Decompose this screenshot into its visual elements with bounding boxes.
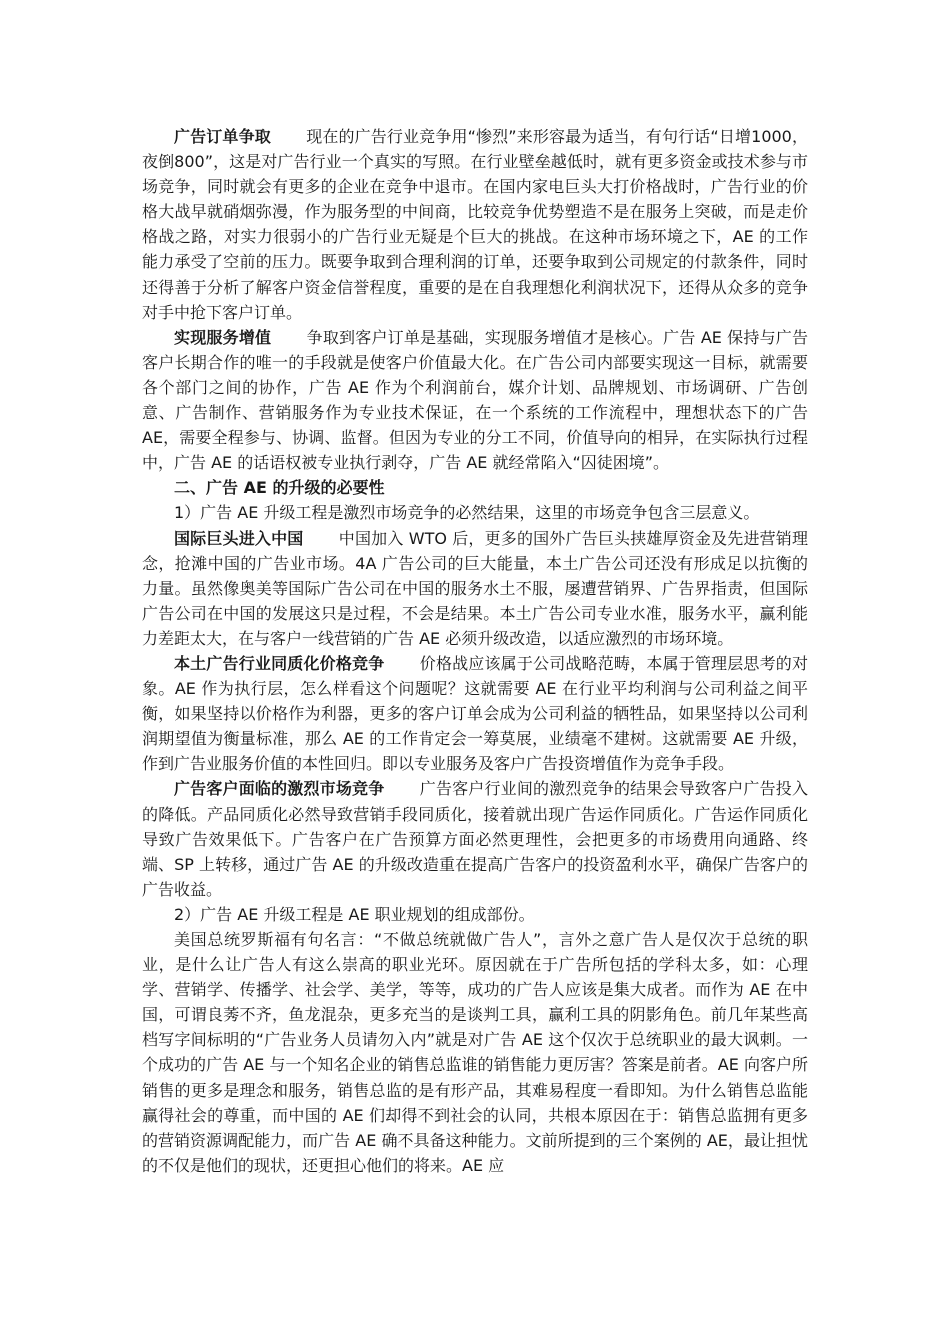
paragraph-lead: 广告订单争取: [174, 127, 271, 146]
paragraph-international-giants: [142, 526, 808, 651]
paragraph-lead: 广告客户面临的激烈市场竞争: [174, 779, 385, 799]
paragraph-lead: 实现服务增值: [174, 327, 272, 347]
paragraph-lead: 国际巨头进入中国: [174, 528, 304, 548]
paragraph-service-value: [142, 325, 808, 476]
point-2: 2）广告 AE 升级工程是 AE 职业规划的组成部份。: [174, 904, 535, 924]
paragraph-text: 现在的广告行业竞争用“惨烈”来形容最为适当，有句行话“日增1000，夜倒800”，这是对广告行业一个真实的写照。在行业壁垒越低时，就有更多资金或技术参与市场竞争，同时就会有更多的企业在竞争中退市。在国内家电巨头大打价格战时，广告行业的价格大战早就硝烟弥漫，作为服务型的中间商，比较竞争优势塑造不是在服务上突破，而是走价格战之路，对实力很弱小的广告行业无疑是个巨大的挑战。在这种市场环境之下，AE 的工作能力承受了空前的压力。既要争取到合理利润的订单，还要争取到公司规定的付款条件，同时还得善于分析了解客户资金信誉程度，重要的是在自我理想化利润状况下，还得从众多的竞争对手中抢下客户订单。: [142, 127, 808, 322]
paragraph-text: 广告客户行业间的激烈竞争的结果会导致客户广告投入的降低。产品同质化必然导致营销手段同质化，接着就出现广告运作同质化。广告运作同质化导致广告效果低下。广告客户在广告预算方面必然更理性，会把更多的市场费用向通路、终端、SP 上转移，通过广告 AE 的升级改造重在提高广告客户的投资盈利水平，确保广告客户的广告收益。: [142, 779, 808, 899]
paragraph-lead: 本土广告行业同质化价格竞争: [174, 653, 385, 673]
paragraph-client-competition: [142, 776, 808, 901]
paragraph-price-competition: [142, 651, 808, 776]
paragraph-text: 中国加入 WTO 后，更多的国外广告巨头挟雄厚资金及先进营销理念，抢滩中国的广告业市场。4A 广告公司的巨大能量，本土广告公司还没有形成足以抗衡的力量。虽然像奥美等国际广告公司在中国的服务水土不服，屡遭营销界、广告界指责，但国际广告公司在中国的发展这只是过程，不会是结果。本土广告公司专业水准，服务水平，赢利能力差距太大，在与客户一线营销的广告 AE 必须升级改造，以适应激烈的市场环境。: [142, 528, 808, 648]
paragraph-order-acquisition: [142, 124, 808, 325]
section-heading: 二、广告 AE 的升级的必要性: [174, 478, 385, 498]
point-1: 1）广告 AE 升级工程是激烈市场竞争的必然结果，这里的市场竞争包含三层意义。: [174, 503, 760, 523]
paragraph-text: 价格战应该属于公司战略范畴，本属于管理层思考的对象。AE 作为执行层，怎么样看这个问题呢？这就需要 AE 在行业平均利润与公司利益之间平衡，如果坚持以价格作为利器，更多的客户订单会成为公司利益的牺牲品，如果坚持以公司利润期望值为衡量标准，那么 AE 的工作肯定会一筹莫展，业绩毫不建树。这就需要 AE 升级，作到广告业服务价值的本性回归。即以专业服务及客户广告投资增值作为竞争手段。: [142, 653, 808, 774]
paragraph-closing: 美国总统罗斯福有句名言：“不做总统就做广告人”，言外之意广告人是仅次于总统的职业，是什么让广告人有这么崇高的职业光环。原因就在于广告所包括的学科太多，如：心理学、营销学、传播学、社会学、美学，等等，成功的广告人应该是集大成者。而作为 AE 在中国，可谓良莠不齐，鱼龙混杂，更多充当的是谈判工具，赢利工具的阴影角色。前几年某些高档写字间标明的“广告业务人员请勿入内”就是对广告 AE 这个仅次于总统职业的最大讽刺。一个成功的广告 AE 与一个知名企业的销售总监谁的销售能力更厉害？答案是前者。AE 向客户所销售的更多是理念和服务，销售总监的是有形产品，其难易程度一看即知。为什么销售总监能赢得社会的尊重，而中国的 AE 们却得不到社会的认同，共根本原因在于：销售总监拥有更多的营销资源调配能力，而广告 AE 确不具备这种能力。文前所提到的三个案例的 AE，最让担忧的不仅是他们的现状，还更担心他们的将来。AE 应: [142, 930, 808, 1175]
paragraph-text: 争取到客户订单是基础，实现服务增值才是核心。广告 AE 保持与广告客户长期合作的唯一的手段就是使客户价值最大化。在广告公司内部要实现这一目标，就需要各个部门之间的协作，广告 AE 作为个利润前台，媒介计划、品牌规划、市场调研、广告创意、广告制作、营销服务作为专业技术保证，在一个系统的工作流程中，理想状态下的广告 AE，需要全程参与、协调、监督。但因为专业的分工不同，价值导向的相异，在实际执行过程中，广告 AE 的话语权被专业执行剥夺，广告 AE 就经常陷入“囚徒困境”。: [142, 327, 808, 473]
